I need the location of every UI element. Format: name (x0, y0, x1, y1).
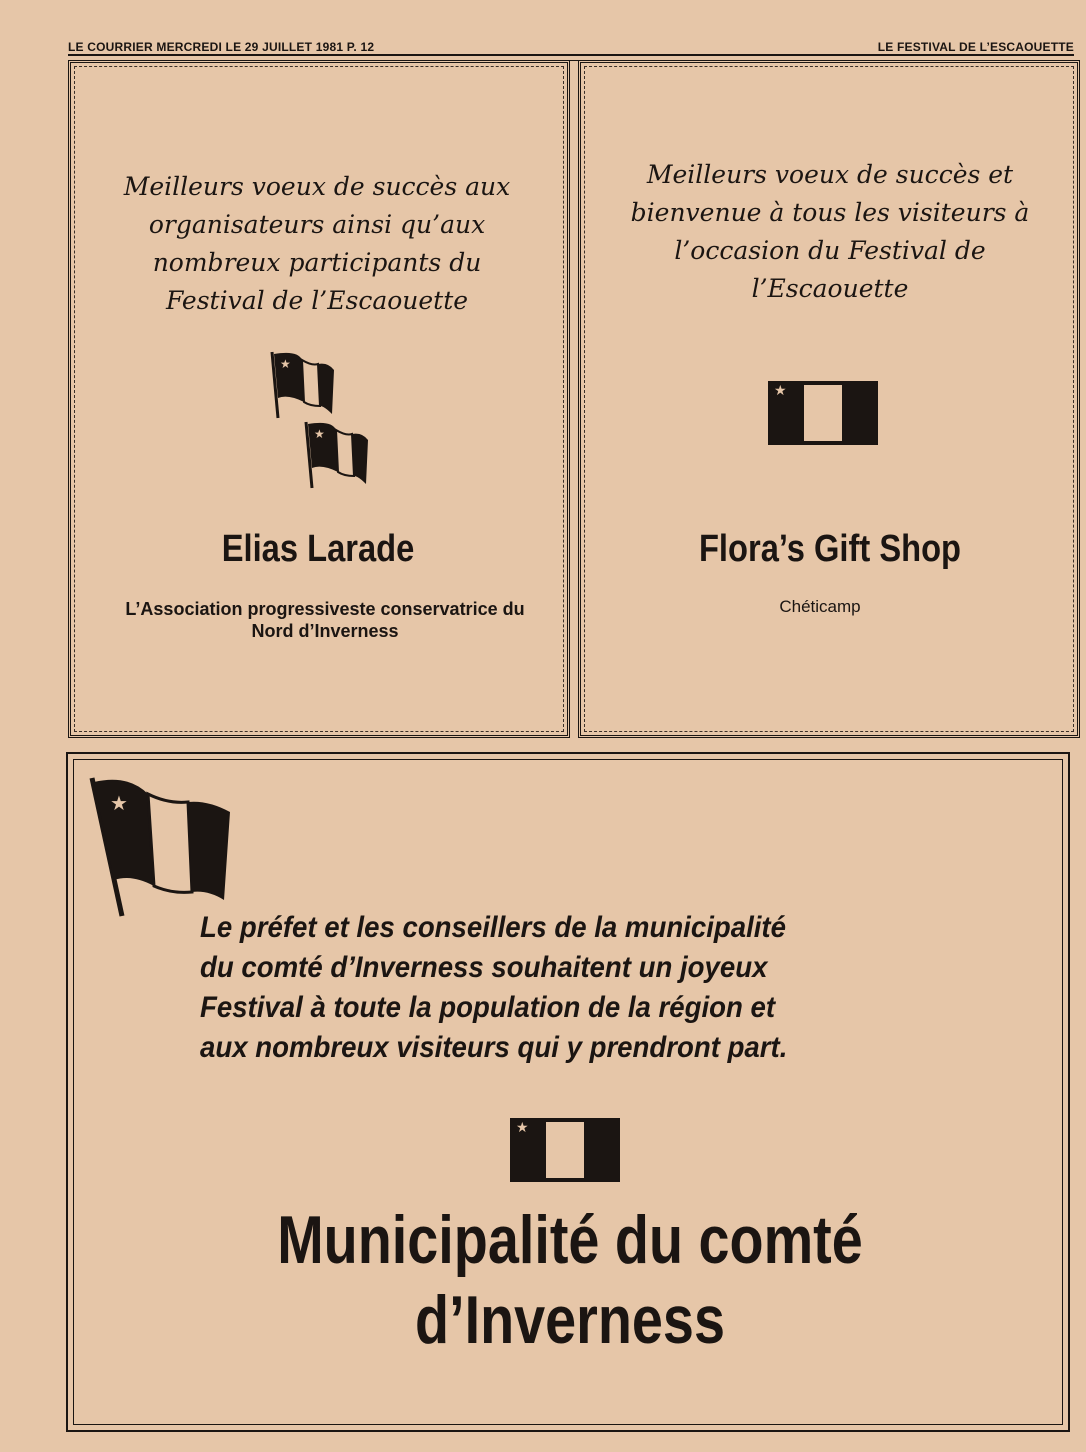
svg-text:★: ★ (280, 357, 291, 371)
ad-bottom-title (201, 1200, 939, 1360)
ad-left-message-line: nombreux participants du (152, 248, 482, 277)
ad-left-message-line: organisateurs ainsi qu’aux (148, 210, 486, 239)
svg-text:★: ★ (314, 427, 325, 441)
svg-text:★: ★ (110, 793, 128, 815)
acadian-flag-icon (268, 350, 348, 420)
ad-left-subtitle-line: Nord d’Inverness (251, 621, 399, 641)
acadian-flag-icon: ★ (768, 381, 878, 445)
ad-left-subtitle (100, 598, 550, 642)
ad-right-message-line: l’occasion du Festival de (674, 236, 986, 265)
ad-left-message-line: Festival de l’Escaouette (165, 286, 469, 315)
ad-right-message-line: l’Escaouette (751, 274, 909, 303)
ad-right-message-line: bienvenue à tous les visiteurs à (630, 198, 1030, 227)
acadian-flag-icon (88, 776, 238, 921)
page-header-right: LE FESTIVAL DE L’ESCAOUETTE (877, 40, 1074, 54)
ad-right-name: Flora’s Gift Shop (698, 528, 962, 570)
ad-left-message-line: Meilleurs voeux de succès aux (123, 172, 511, 201)
page-header-left: LE COURRIER MERCREDI LE 29 JUILLET 1981 P. 12 (68, 40, 375, 54)
ad-bottom-message-line: Le préfet et les conseillers de la municipalité (200, 911, 786, 944)
ad-bottom-message-line: aux nombreux visiteurs qui y prendront part. (200, 1031, 788, 1064)
ad-left-message (92, 168, 542, 320)
ad-right-message (600, 156, 1060, 308)
ad-bottom-message-line: du comté d’Inverness souhaitent un joyeux (200, 951, 768, 984)
ad-right-message-line: Meilleurs voeux de succès et (646, 160, 1014, 189)
ad-left-name: Elias Larade (221, 528, 415, 570)
ad-bottom-message-line: Festival à toute la population de la région et (200, 991, 776, 1024)
acadian-flag-icon (302, 420, 382, 490)
ad-bottom-title-line: d’Inverness (415, 1282, 725, 1358)
ad-bottom-message (200, 908, 881, 1068)
ad-left-subtitle-line: L’Association progressiveste conservatrice du (125, 599, 525, 619)
ad-right-subtitle: Chéticamp (779, 597, 861, 616)
ad-bottom-title-line: Municipalité du comté (277, 1202, 863, 1278)
acadian-flag-icon: ★ (510, 1118, 620, 1182)
